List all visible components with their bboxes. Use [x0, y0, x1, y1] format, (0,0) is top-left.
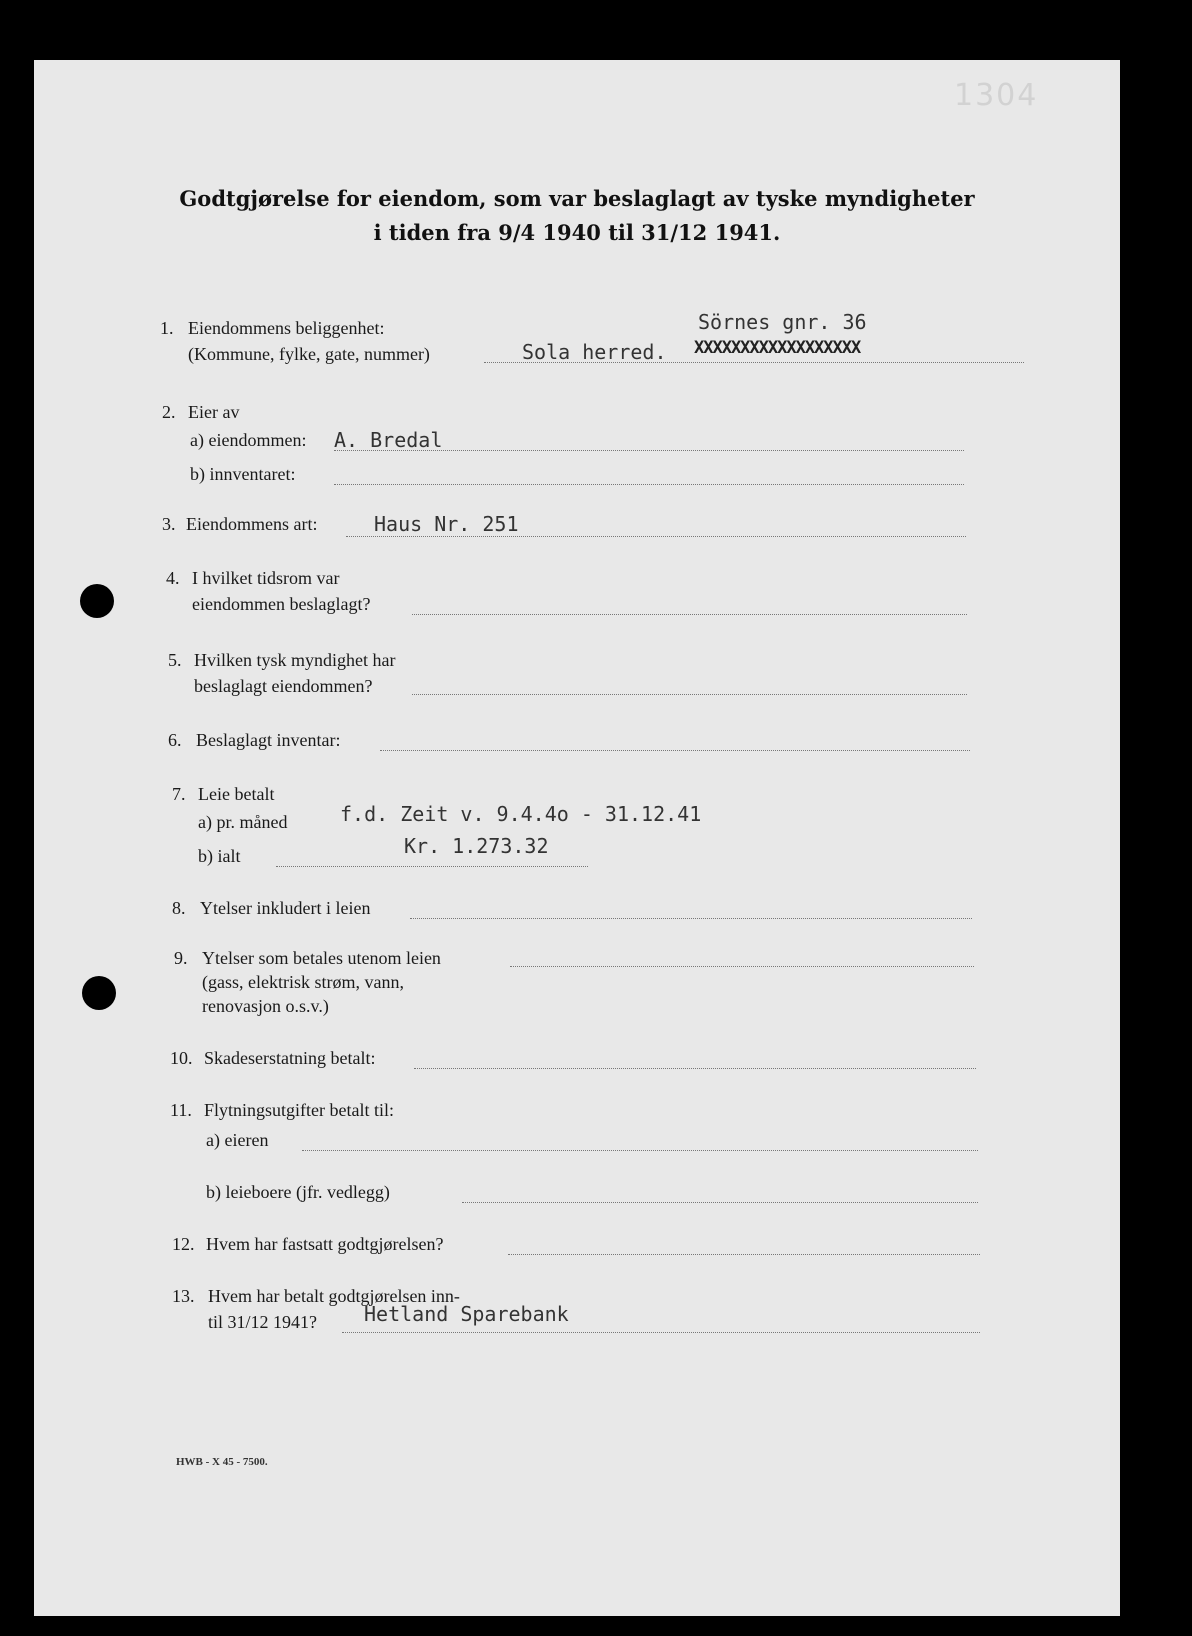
field1-struck-value: XXXXXXXXXXXXXXXXXX [694, 338, 861, 358]
field4-number: 4. [166, 568, 180, 588]
field7b-value: Kr. 1.273.32 [404, 834, 549, 858]
field9-label: Ytelser som betales utenom leien [202, 948, 441, 968]
field3-line [346, 536, 966, 537]
field9-number: 9. [174, 948, 188, 968]
field7-label: Leie betalt [198, 784, 275, 804]
field1-value-top: Sörnes gnr. 36 [698, 310, 867, 334]
field7b-line [276, 866, 588, 867]
field6-number: 6. [168, 730, 182, 750]
field11a-line [302, 1150, 978, 1151]
field2-number: 2. [162, 402, 176, 422]
field5-line [412, 694, 967, 695]
field2b-line [334, 484, 964, 485]
field5-number: 5. [168, 650, 182, 670]
field13-number: 13. [172, 1286, 195, 1306]
field11a-label: a) eieren [206, 1130, 269, 1150]
field9-line [510, 966, 974, 967]
field5-sublabel: beslaglagt eiendommen? [194, 676, 373, 696]
field13-label: Hvem har betalt godtgjørelsen inn- [208, 1286, 460, 1306]
field3-value: Haus Nr. 251 [374, 512, 519, 536]
field13-line [342, 1332, 980, 1333]
field7a-value: f.d. Zeit v. 9.4.4o - 31.12.41 [340, 802, 702, 826]
field1-sublabel: (Kommune, fylke, gate, nummer) [188, 344, 430, 364]
field12-label: Hvem har fastsatt godtgjørelsen? [206, 1234, 444, 1254]
field8-number: 8. [172, 898, 186, 918]
field9-sublabel2: renovasjon o.s.v.) [202, 996, 329, 1016]
field10-number: 10. [170, 1048, 193, 1068]
field3-label: Eiendommens art: [186, 514, 318, 534]
field6-line [380, 750, 970, 751]
field12-line [508, 1254, 980, 1255]
field13-sublabel: til 31/12 1941? [208, 1312, 317, 1332]
field2-label: Eier av [188, 402, 240, 422]
field11b-label: b) leieboere (jfr. vedlegg) [206, 1182, 390, 1202]
field2a-value: A. Bredal [334, 428, 443, 452]
field8-label: Ytelser inkludert i leien [200, 898, 371, 918]
form-title-line1: Godtgjørelse for eiendom, som var beslaglagt av tyske myndigheter [179, 186, 975, 211]
field7a-label: a) pr. måned [198, 812, 288, 832]
field11-label: Flytningsutgifter betalt til: [204, 1100, 394, 1120]
field2b-label: b) innventaret: [190, 464, 296, 484]
field7b-label: b) ialt [198, 846, 241, 866]
field4-sublabel: eiendommen beslaglagt? [192, 594, 371, 614]
print-code-footer: HWB - X 45 - 7500. [176, 1456, 268, 1468]
field5-label: Hvilken tysk myndighet har [194, 650, 396, 670]
field3-number: 3. [162, 514, 176, 534]
field12-number: 12. [172, 1234, 195, 1254]
field1-number: 1. [160, 318, 174, 338]
field11b-line [462, 1202, 978, 1203]
field7-number: 7. [172, 784, 186, 804]
field8-line [410, 918, 972, 919]
punch-hole-icon [80, 584, 114, 618]
archive-number-mark: 1304 [954, 78, 1039, 113]
field9-sublabel: (gass, elektrisk strøm, vann, [202, 972, 404, 992]
field4-line [412, 614, 967, 615]
field10-label: Skadeserstatning betalt: [204, 1048, 376, 1068]
field1-label: Eiendommens beliggenhet: [188, 318, 385, 338]
field4-label: I hvilket tidsrom var [192, 568, 340, 588]
field11-number: 11. [170, 1100, 192, 1120]
field1-value: Sola herred. [522, 340, 667, 364]
field10-line [414, 1068, 976, 1069]
field13-value: Hetland Sparebank [364, 1302, 569, 1326]
punch-hole-icon [82, 976, 116, 1010]
field6-label: Beslaglagt inventar: [196, 730, 341, 750]
field2a-label: a) eiendommen: [190, 430, 307, 450]
form-page [34, 60, 1120, 1616]
form-title-line2: i tiden fra 9/4 1940 til 31/12 1941. [373, 220, 781, 245]
